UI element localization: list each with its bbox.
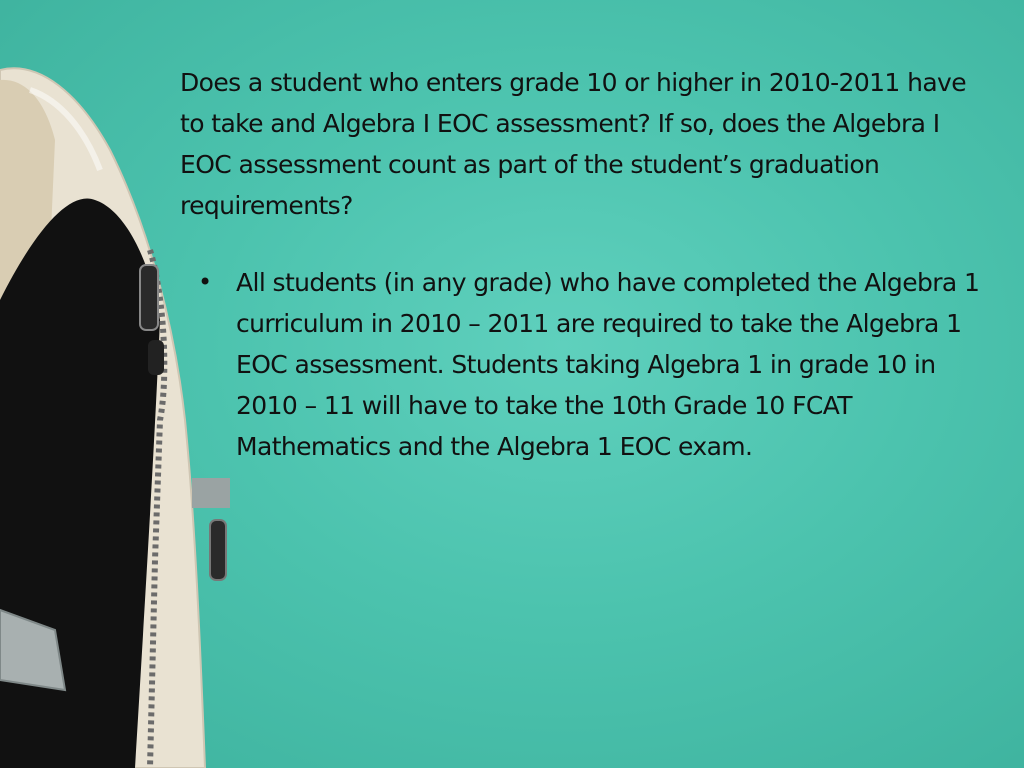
zipper-pull-3 [210, 520, 226, 580]
backpack-strap-right [192, 478, 230, 508]
answer-text: All students (in any grade) who have completed the Algebra 1 curriculum in 2010 – 2011 are required to take the Algebra 1 EOC assessment. Students taking Algebra 1 in grade 10 in 2010 – 11 will have to take the 10th Grade 10 FCAT Mathematics and the Algebra 1 EOC exam. [236, 268, 980, 461]
bullet-icon: • [198, 268, 212, 296]
question-text: Does a student who enters grade 10 or higher in 2010-2011 have to take and Algebra I EOC assessment? If so, does the Algebra I EOC assessment count as part of the student’s graduation requirements? [180, 68, 967, 220]
answer-item [196, 262, 996, 467]
answer-list [196, 262, 996, 467]
zipper-pull-2 [148, 340, 164, 375]
zipper-pull-1 [140, 265, 158, 330]
